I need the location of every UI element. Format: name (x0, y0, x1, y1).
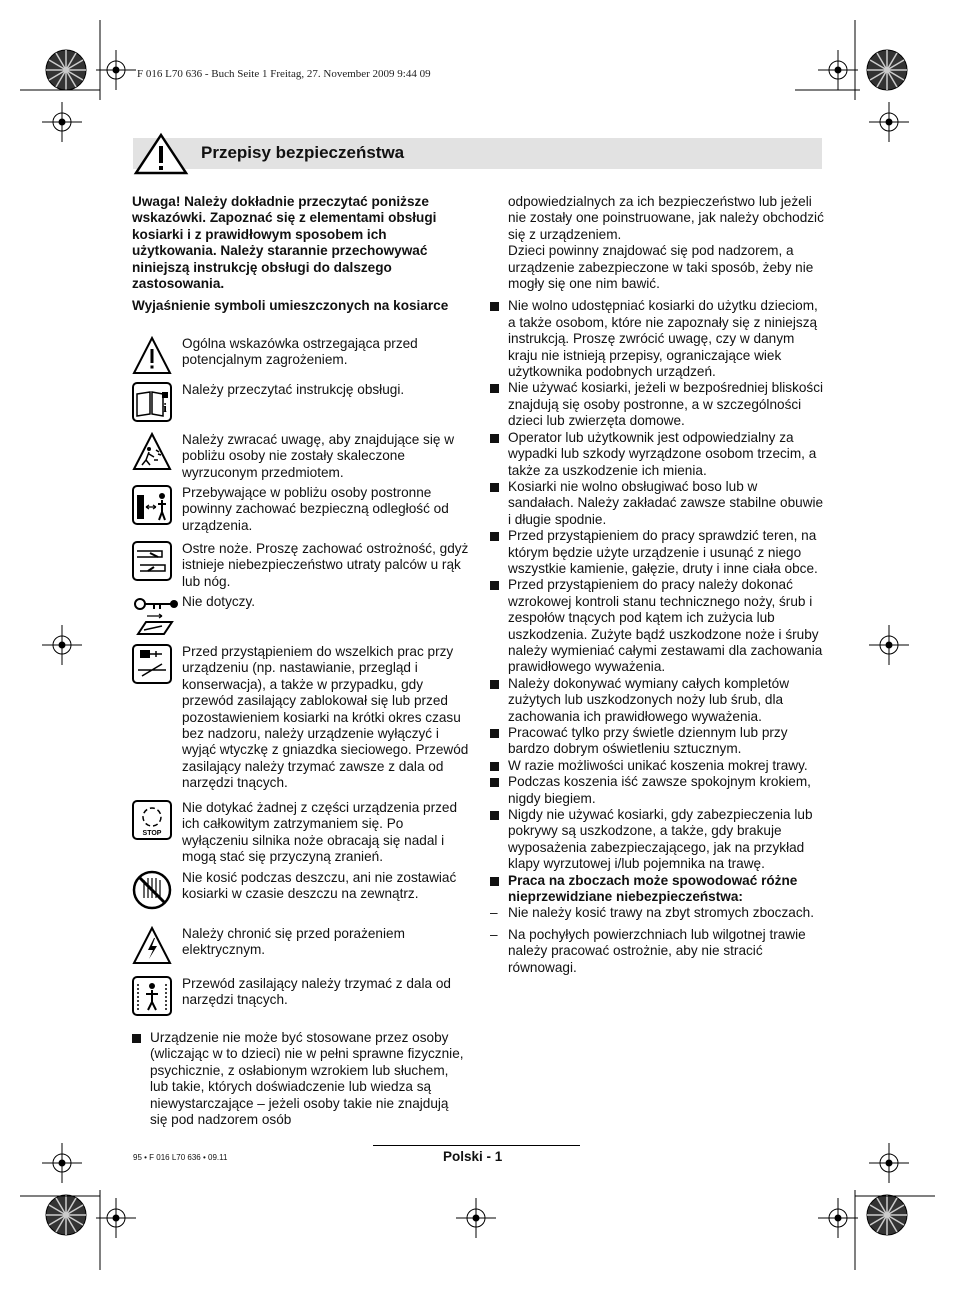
electric-shock-icon (132, 926, 172, 966)
symbols-heading: Wyjaśnienie symboli umieszczonych na kosiarce (132, 298, 449, 314)
do-not-touch-key-icon (132, 594, 180, 650)
slope-heading: Praca na zboczach może spowodować różne nieprzewidziane niebezpieczeństwa: (489, 873, 824, 906)
bullet-item: Kosiarki nie wolno obsługiwać boso lub w sandałach. Należy zakładać zawsze stabilne obuwie i długie spodnie. (489, 479, 824, 528)
stop-rotation-icon (132, 800, 172, 840)
bullet-item: Urządzenie nie może być stosowane przez osoby (wliczając w to dzieci) nie w pełni sprawne fizycznie, psychicznie, z osłabionym wzrokiem lub słuchem, lub takie, których doświadczenie lub wiedza są niewystarczające – jeżeli osoby takie nie znajdują się pod nadzorem osób (131, 1030, 466, 1128)
printer-imprint: F 016 L70 636 - Buch Seite 1 Freitag, 27. November 2009 9:44 09 (137, 68, 431, 80)
unplug-before-work-icon (132, 644, 172, 684)
intro-warning: Uwaga! Należy dokładnie przeczytać poniższe wskazówki. Zapoznać się z elementami obsługi kosiarki i z prawidłowym sposobem ich użytkowania. Należy starannie przechowywać niniejszą instrukcję obsługi do dalszego zastosowania. (132, 194, 437, 292)
continuation-text: odpowiedzialnych za ich bezpieczeństwo lub jeżeli nie zostały one poinstruowane, jak należy obchodzić się z urządzeniem. (508, 194, 824, 242)
bullet-item: Przed przystąpieniem do pracy należy dokonać wzrokowej kontroli stanu technicznego noży, śrub i zespołów tnących pod kątem ich zużycia lub uszkodzenia. Zużyte bądź uszkodzone noże i śruby należy wymieniać całymi zestawami dla zachowania prawidłowego wyważenia. (489, 577, 824, 675)
keep-distance-icon (132, 485, 172, 525)
bullet-item: Nigdy nie używać kosiarki, gdy zabezpieczenia lub pokrywy są uszkodzone, a także, gdy brakuje wyposażenia zabezpieczającego, jak na przykład klapy wyrzutowej i/lub pojemnika na trawę. (489, 807, 824, 873)
bullet-item: Operator lub użytkownik jest odpowiedzialny za wypadki lub szkody wyrządzone osobom trzecim, a także za uszkodzenie ich mienia. (489, 430, 824, 479)
symbol-list: Ogólna wskazówka ostrzegająca przed potencjalnym zagrożeniem. i Należy przeczytać instrukcję obsługi. Należy zwracać uwagę, aby znajdujące się w pobliżu osoby nie zostały skaleczone wyrzuconym przedmiotem. Przebywające w pobliżu osoby postronne powinny zachować bezpieczną odległość od urządzenia. Ostre noże. Proszę zachować ostrożność, gdyż istnieje niebezpieczeństwo utraty palców u rąk lub nóg. Nie dotyczy. Przed przystąpieniem do wszelkich prac przy urządzeniu (np. nastawianie, przegląd i konserwacja), a także w przypadku, gdy przewód zasilający zablokował się lub przed pozostawieniem kosiarki na krótki okres czasu bez nadzoru, należy urządzenie wyłączyć i wyjąć wtyczkę z gniazdka sieciowego. Przewód zasilający należy trzymać zawsze z dala od narzędzi tnących. STOP Nie dotykać żadnej z części urządzenia przed ich całkowitym zatrzymaniem się. Po wyłączeniu silnika noże obracają się nadal i mogą stać się przyczyną zranień. Nie kosić podczas deszczu, ani nie zostawiać kosiarki w czasie deszczu na zewnątrz. Należy chronić się przed porażeniem elektrycznym. Przewód zasilający należy trzymać z dala od narzędzi tnących. (132, 336, 472, 1026)
no-rain-icon (132, 870, 172, 910)
svg-text:STOP: STOP (142, 830, 162, 837)
bullet-item: Nie wolno udostępniać kosiarki do użytku dzieciom, a także osobom, które nie zapoznały się z niniejszą instrukcją. Proszę zwrócić uwagę, czy w danym kraju nie istnieją przepisy, ograniczające wiek użytkownika podobnych urządzeń. (489, 298, 824, 380)
bullet-item: W razie możliwości unikać koszenia mokrej trawy. (489, 758, 824, 774)
warning-triangle-icon (132, 336, 172, 376)
cable-away-icon (132, 976, 172, 1016)
section-header (133, 138, 822, 169)
bullet-item: Należy dokonywać wymiany całych kompletów zużytych lub uszkodzonych noży lub śrub, dla zachowania ich prawidłowego wyważenia. (489, 676, 824, 725)
warning-triangle-icon (133, 132, 189, 176)
continuation-text-2: Dzieci powinny znajdować się pod nadzorem, a urządzenie zabezpieczone w taki sposób, żeby nie mogły się one nim bawić. (508, 243, 814, 292)
dash-item: – Nie należy kosić trawy na zbyt stromych zboczach. (490, 905, 814, 921)
left-bullets (131, 1030, 466, 1128)
sharp-blades-icon (132, 541, 172, 581)
read-manual-icon (132, 382, 172, 422)
dash-item: – Na pochyłych powierzchniach lub wilgotnej trawie należy pracować ostrożnie, aby nie stracić równowagi. (490, 926, 806, 975)
bullet-item: Podczas koszenia iść zawsze spokojnym krokiem, nigdy biegiem. (489, 774, 824, 807)
svg-text:i: i (163, 400, 167, 415)
bullet-item: Przed przystąpieniem do pracy sprawdzić teren, na którym będzie użyte urządzenie i usunąć z niego wszystkie kamienie, gałęzie, druty i inne ciała obce. (489, 528, 824, 577)
right-column (489, 194, 824, 981)
footer-rule (373, 1145, 580, 1146)
page-number: Polski - 1 (443, 1149, 503, 1164)
left-column (132, 194, 467, 315)
bullet-item: Nie używać kosiarki, jeżeli w bezpośredniej bliskości znajdują się osoby postronne, a w szczególności dzieci lub zwierzęta domowe. (489, 380, 824, 429)
bullet-item: Pracować tylko przy świetle dziennym lub przy bardzo dobrym oświetleniu sztucznym. (489, 725, 824, 758)
thrown-objects-icon (132, 432, 172, 472)
footer-code: 95 • F 016 L70 636 • 09.11 (133, 1153, 228, 1162)
section-title: Przepisy bezpieczeństwa (201, 143, 405, 162)
